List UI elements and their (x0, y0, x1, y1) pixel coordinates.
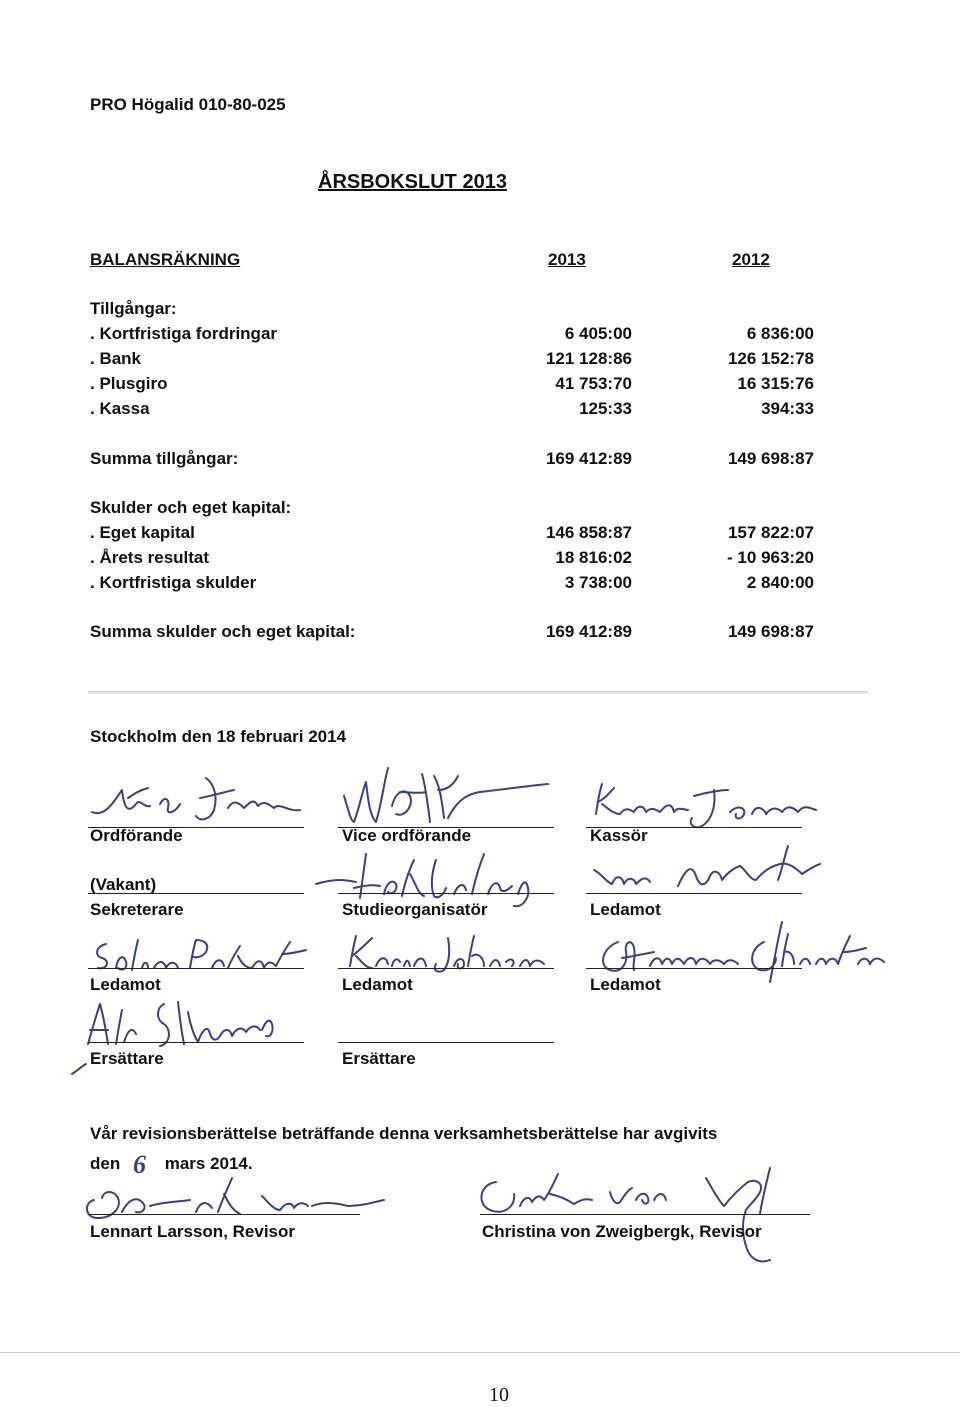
role-label: Vice ordförande (342, 826, 472, 845)
role-label: Sekreterare (90, 900, 184, 919)
assets-heading: Tillgångar: (90, 299, 177, 318)
row-label: . Årets resultat (90, 548, 210, 567)
role-label: Ledamot (590, 900, 661, 919)
signature-ledamot-1 (86, 928, 316, 978)
year-previous-header: 2012 (732, 250, 770, 269)
value-2012: 126 152:78 (727, 349, 814, 368)
role-label: Ledamot (590, 975, 661, 994)
auditor-name: Christina von Zweigbergk, Revisor (482, 1222, 762, 1241)
value-2013: 169 412:89 (545, 449, 632, 468)
value-2012: 6 836:00 (746, 324, 814, 343)
role-label: Ledamot (342, 975, 413, 994)
auditor-name: Lennart Larsson, Revisor (90, 1222, 296, 1241)
value-2013: 18 816:02 (555, 548, 632, 567)
signature-kassor (588, 776, 828, 832)
signature-ledamot-row2 (588, 846, 828, 906)
page-number: 10 (489, 1384, 509, 1406)
signature-line (338, 893, 554, 894)
value-2013: 3 738:00 (564, 573, 632, 592)
role-label: Ersättare (90, 1049, 164, 1068)
page-edge-line (0, 1352, 960, 1353)
signature-line (88, 1042, 304, 1043)
row-label: . Kortfristiga skulder (90, 573, 257, 592)
signature-line (88, 1214, 360, 1215)
value-2012: - 10 963:20 (727, 548, 814, 567)
row-label: . Bank (90, 349, 142, 368)
audit-suffix: mars 2014. (164, 1154, 253, 1173)
value-2012: 394:33 (761, 399, 814, 418)
signature-line (88, 968, 304, 969)
year-current-header: 2013 (548, 250, 586, 269)
role-label: Ordförande (90, 826, 183, 845)
signature-ledamot-3 (588, 922, 908, 982)
row-label: Summa tillgångar: (90, 449, 239, 468)
role-label: Kassör (590, 826, 648, 845)
vakant-label: (Vakant) (90, 875, 157, 894)
audit-day-handwritten: 6 (132, 1150, 146, 1179)
row-label: Summa skulder och eget kapital: (90, 622, 356, 641)
section-divider (88, 691, 868, 694)
value-2013: 121 128:86 (545, 349, 632, 368)
value-2012: 157 822:07 (727, 523, 814, 542)
value-2012: 16 315:76 (737, 374, 814, 393)
value-2013: 146 858:87 (545, 523, 632, 542)
signature-auditor-2 (470, 1160, 820, 1270)
organization-header: PRO Högalid 010-80-025 (90, 95, 286, 114)
row-label: . Plusgiro (90, 374, 168, 393)
value-2012: 149 698:87 (727, 449, 814, 468)
signature-line (88, 893, 304, 894)
role-label: Ersättare (342, 1049, 416, 1068)
signature-ledamot-2 (338, 926, 558, 978)
row-label: . Kortfristiga fordringar (90, 324, 278, 343)
value-2013: 41 753:70 (555, 374, 632, 393)
value-2013: 125:33 (579, 399, 632, 418)
signature-ordforande (88, 768, 308, 828)
signature-line (586, 893, 802, 894)
signature-line (586, 968, 802, 969)
role-label: Ledamot (90, 975, 161, 994)
signature-line (338, 968, 554, 969)
balance-heading: BALANSRÄKNING (90, 250, 241, 269)
role-label: Studieorganisatör (342, 900, 488, 919)
value-2012: 2 840:00 (746, 573, 814, 592)
signature-line (338, 1042, 554, 1043)
row-label: . Kassa (90, 399, 150, 418)
audit-prefix: den (90, 1154, 121, 1173)
signature-vice-ordforande (330, 762, 560, 834)
audit-statement-line1: Vår revisionsberättelse beträffande denna verksamhetsberättelse har avgivits (90, 1124, 718, 1143)
document-title: ÅRSBOKSLUT 2013 (318, 171, 507, 193)
place-date: Stockholm den 18 februari 2014 (90, 727, 347, 746)
value-2013: 169 412:89 (545, 622, 632, 641)
value-2013: 6 405:00 (564, 324, 632, 343)
liabilities-heading: Skulder och eget kapital: (90, 498, 292, 517)
value-2012: 149 698:87 (727, 622, 814, 641)
row-label: . Eget kapital (90, 523, 195, 542)
signature-line (480, 1214, 810, 1215)
